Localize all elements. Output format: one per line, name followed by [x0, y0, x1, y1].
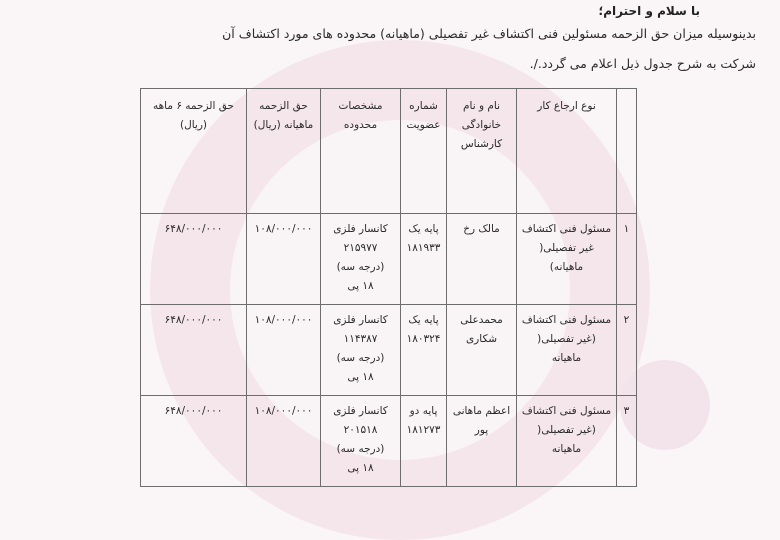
greeting: با سلام و احترام؛	[598, 4, 700, 18]
row-six-month: ۶۴۸/۰۰۰/۰۰۰	[141, 305, 247, 396]
header-num	[617, 89, 637, 214]
header-six-month: حق الزحمه ۶ ماهه (ریال)	[141, 89, 247, 214]
row-name: محمدعلی شکاری	[447, 305, 517, 396]
row-number: ۳	[617, 396, 637, 487]
row-membership: پایه دو ۱۸۱۲۷۳	[401, 396, 447, 487]
row-name: مالک رخ	[447, 214, 517, 305]
row-membership: پایه یک ۱۸۰۳۲۴	[401, 305, 447, 396]
row-membership: پایه یک ۱۸۱۹۳۳	[401, 214, 447, 305]
header-name: نام و نام خانوادگی کارشناس	[447, 89, 517, 214]
row-number: ۲	[617, 305, 637, 396]
table-row	[141, 396, 637, 487]
header-monthly: حق الزحمه ماهیانه (ریال)	[247, 89, 321, 214]
header-membership: شماره عضویت	[401, 89, 447, 214]
row-number: ۱	[617, 214, 637, 305]
fee-table	[140, 88, 637, 487]
row-monthly: ۱۰۸/۰۰۰/۰۰۰	[247, 214, 321, 305]
table-row	[141, 214, 637, 305]
row-monthly: ۱۰۸/۰۰۰/۰۰۰	[247, 396, 321, 487]
header-spec: مشخصات محدوده	[321, 89, 401, 214]
row-spec: کانسار فلزی ۲۰۱۵۱۸ (درجه سه) ۱۸ پی	[321, 396, 401, 487]
row-name: اعظم ماهانی پور	[447, 396, 517, 487]
row-monthly: ۱۰۸/۰۰۰/۰۰۰	[247, 305, 321, 396]
row-type: مسئول فنی اکتشاف (غیر تفصیلی( ماهیانه	[517, 396, 617, 487]
row-type: مسئول فنی اکتشاف غیر تفصیلی( ماهیانه)	[517, 214, 617, 305]
row-spec: کانسار فلزی ۱۱۴۳۸۷ (درجه سه) ۱۸ پی	[321, 305, 401, 396]
row-spec: کانسار فلزی ۲۱۵۹۷۷ (درجه سه) ۱۸ پی	[321, 214, 401, 305]
row-six-month: ۶۴۸/۰۰۰/۰۰۰	[141, 214, 247, 305]
table-header-row	[141, 89, 637, 214]
header-type: نوع ارجاع کار	[517, 89, 617, 214]
row-six-month: ۶۴۸/۰۰۰/۰۰۰	[141, 396, 247, 487]
body-line-2: شرکت به شرح جدول ذیل اعلام می گردد./.	[529, 56, 756, 71]
body-line-1: بدینوسیله میزان حق الزحمه مسئولین فنی اکتشاف غیر تفصیلی (ماهیانه) محدوده های مورد اکتشاف آن	[222, 26, 756, 41]
table-row	[141, 305, 637, 396]
row-type: مسئول فنی اکتشاف (غیر تفصیلی( ماهیانه	[517, 305, 617, 396]
